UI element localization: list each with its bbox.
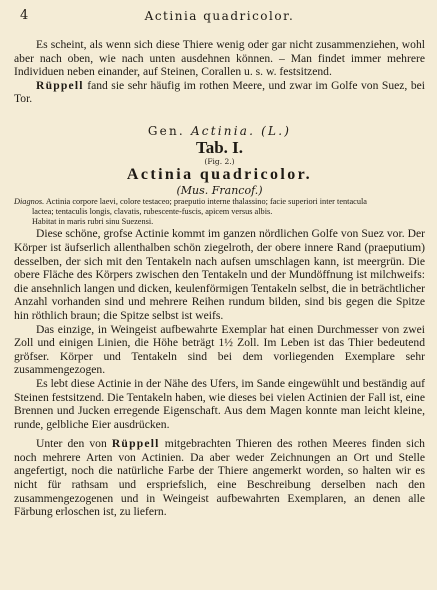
- habitat: Habitat in maris rubri sinu Suezensi.: [32, 217, 154, 227]
- intro-paragraph-2: [14, 79, 425, 106]
- intro-paragraph-1: Es scheint, als wenn sich diese Thiere wenig oder gar nicht zusammenziehen, wohl aber nach oben, wie nach unten ausdehnen können. – Man findet immer mehrere Individuen neben einander, auf Steinen, Corallen u. s. w. festsitzend.: [14, 38, 425, 79]
- body-paragraph-4: [14, 437, 425, 519]
- diagnosis-label: Diagnos.: [14, 196, 45, 206]
- intro-paragraph-2-text: fand sie sehr häufig im rothen Meere, und zwar im Golfe von Suez, bei Tor.: [14, 78, 425, 106]
- diagnosis-line-1: [14, 197, 425, 207]
- author-name-2: Rüppell: [111, 437, 160, 451]
- page-number: 4: [20, 8, 29, 23]
- figure-reference: (Fig. 2.): [204, 156, 235, 166]
- plate-title: Tab. I.: [195, 137, 244, 157]
- diagnosis-text-1: Actinia corpore laevi, colore testaceo; praeputio interne thalassino; facie superiori inter tentacula: [44, 196, 367, 206]
- genus-author: (L.): [261, 123, 292, 138]
- running-title: Actinia quadricolor.: [144, 9, 295, 23]
- author-name: Rüppell: [36, 78, 84, 92]
- diagnosis: [14, 197, 425, 217]
- genus-name: Actinia.: [190, 123, 256, 138]
- body-paragraph-3: Es lebt diese Actinie in der Nähe des Ufers, im Sande eingewühlt und beständig auf Steinen festsitzend. Die Tentakeln haben, wie dieses bei vielen Actinien der Fall ist, eine Brennen und Jucken erregende Eigenschaft. Aus dem Magen konnte man leicht kleine, runde, gelbliche Eier ausdrücken.: [14, 376, 425, 431]
- diagnosis-text-2: lactea; tentaculis longis, clavatis, rubescente-fuscis, apicem versus albis.: [32, 207, 273, 217]
- body-paragraph-2: Das einzige, in Weingeist aufbewahrte Exemplar hat einen Durchmesser von zwei Zoll und einigen Linien, die Höhe beträgt 1½ Zoll. Im Leben ist das Thier bedeutend gröfser. Körper und Tentakeln sind bei dem vorliegenden Exemplare sehr zusammengezogen.: [14, 322, 425, 377]
- species-title: Actinia quadricolor.: [126, 165, 313, 183]
- genus-prefix: Gen.: [147, 123, 185, 138]
- body-paragraph-1: Diese schöne, grofse Actinie kommt im ganzen nördlichen Golfe von Suez vor. Der Körper ist äufserlich allenthalben schön ziegelroth, der obere innere Rand (praeputium) desselben, der sich mit den Tentakeln nach aufsen umschlagen kann, ist meergrün. Die obere Fläche des Körpers zwischen den Tentakeln und der Mundöffnung ist milchweifs: die ansehnlich langen und dicken, keulenförmigen Tentakeln selbst, die in beträchtlicher Anzahl vorhanden sind und mehrere Reihen rundum bilden, sind bis gegen die Spitze hin röthlich braun; die Spitze selbst ist weifs.: [14, 227, 425, 322]
- museum-reference: (Mus. Francof.): [176, 183, 263, 197]
- body-paragraph-4-pre: Unter den von: [36, 437, 112, 451]
- genus-line: [14, 124, 425, 138]
- page-header: [14, 6, 425, 24]
- body-paragraph-4-text: mitgebrachten Thieren des rothen Meeres finden sich noch mehrere Arten von Actinien. Da aber weder Zeichnungen an Ort und Stelle angefertigt, noch die natürliche Farbe der Thiere angemerkt worden, so halten wir es nicht für rathsam und erspriefslich, eine Beschreibung derselben nach den zusammengezogenen und in Weingeist aufbewahrten Exemplaren, an denen alle Färbung erloschen ist, zu liefern.: [14, 437, 425, 519]
